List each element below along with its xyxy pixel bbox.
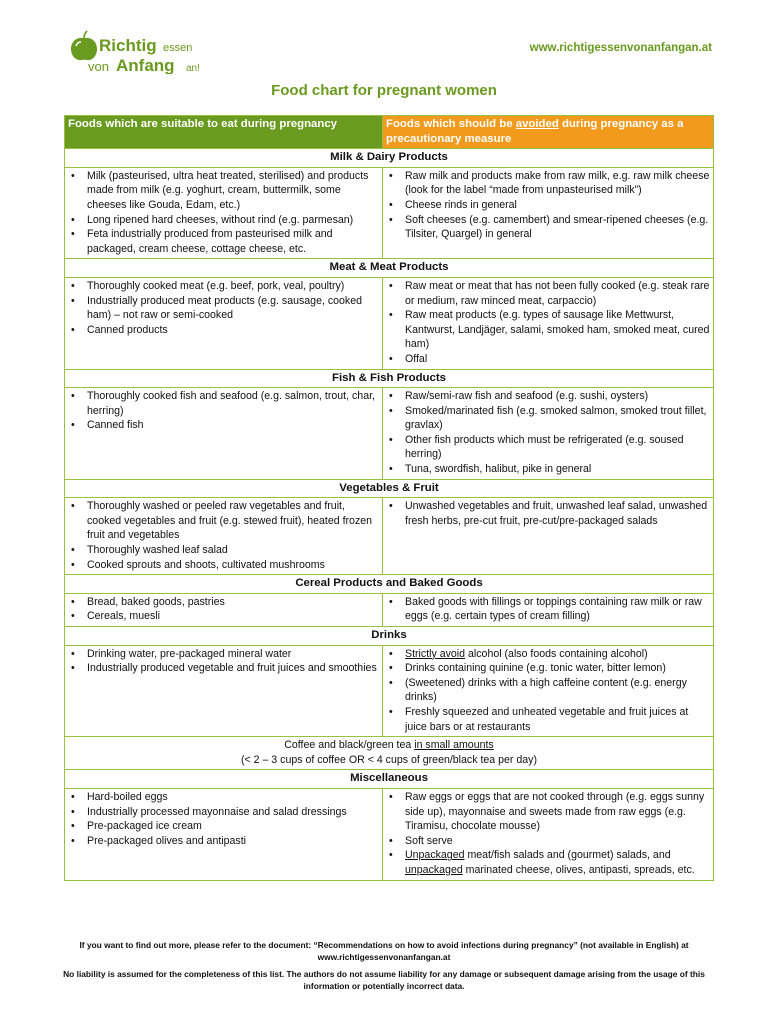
- suitable-cell: [65, 498, 383, 575]
- list-item: • Raw eggs or eggs that are not cooked through (e.g. eggs sunny side up), mayonnaise and sweets made from raw eggs (e.g. Tiramisu, chocolate mousse): [386, 790, 710, 834]
- underlined-text: Strictly avoid: [405, 647, 466, 660]
- section-title-meat: Meat & Meat Products: [65, 259, 714, 278]
- food-chart-table: [64, 115, 714, 881]
- logo-word-1: Richtig: [99, 36, 157, 55]
- list-item-text: marinated cheese, olives, antipasti, spreads, etc.: [462, 863, 695, 876]
- list-item: • Pre-packaged olives and antipasti: [68, 834, 379, 849]
- section-title-milk: Milk & Dairy Products: [65, 149, 714, 168]
- list-item: • Raw meat or meat that has not been fully cooked (e.g. steak rare or medium, raw minced meat, carpaccio): [386, 279, 710, 308]
- list-item: [386, 848, 710, 877]
- suitable-cell: [65, 167, 383, 259]
- logo-word-3: von: [88, 59, 109, 74]
- list-item: • Industrially produced meat products (e.g. sausage, cooked ham) – not raw or semi-cooked: [68, 294, 379, 323]
- logo-word-2: essen: [163, 42, 193, 54]
- avoid-cell: [383, 788, 714, 880]
- suitable-cell: [65, 593, 383, 626]
- avoid-cell: [383, 277, 714, 369]
- section-title-drinks: Drinks: [65, 627, 714, 646]
- section-title-cereal: Cereal Products and Baked Goods: [65, 575, 714, 594]
- underlined-text: unpackaged: [405, 863, 463, 876]
- section-row-vegetables: [65, 498, 714, 575]
- list-item: • Thoroughly cooked fish and seafood (e.g. salmon, trout, char, herring): [68, 389, 379, 418]
- header-avoid-underlined: avoided: [515, 118, 559, 130]
- list-item: • Tuna, swordfish, halibut, pike in general: [386, 462, 710, 477]
- header-row: [65, 116, 714, 149]
- list-item: • Canned products: [68, 323, 379, 338]
- avoid-cell: [383, 388, 714, 480]
- list-item: • Thoroughly washed leaf salad: [68, 543, 379, 558]
- list-item: • Canned fish: [68, 418, 379, 433]
- section-row-meat: [65, 277, 714, 369]
- list-item: • Cereals, muesli: [68, 609, 379, 624]
- list-item: • Milk (pasteurised, ultra heat treated, sterilised) and products made from milk (e.g. yoghurt, cream, buttermilk, some cheeses like Gouda, Edam, etc.): [68, 169, 379, 213]
- list-item: • Feta industrially produced from pasteurised milk and packaged, cream cheese, cottage cheese, etc.: [68, 227, 379, 256]
- footer-reference: If you want to find out more, please refer to the document: “Recommendations on how to avoid infections during pregnancy” (not available in English) at www.richtigessenvonanfangan.at: [79, 940, 689, 962]
- list-item-text: meat/fish salads and (gourmet) salads, and: [464, 849, 671, 862]
- suitable-cell: [65, 388, 383, 480]
- header-avoid-text: Foods which should be: [386, 118, 516, 130]
- apple-icon: [71, 31, 97, 60]
- list-item: • Offal: [386, 352, 710, 367]
- footer-disclaimer: No liability is assumed for the completeness of this list. The authors do not assume liability for any damage or subsequent damage arising from the usage of this information or potentially incorrect data.: [63, 969, 705, 991]
- coffee-note: [65, 737, 714, 770]
- section-title-fish: Fish & Fish Products: [65, 369, 714, 388]
- page-title: Food chart for pregnant women: [271, 82, 497, 99]
- coffee-note-limit: (< 2 – 3 cups of coffee OR < 4 cups of green/black tea per day): [240, 753, 537, 766]
- logo-word-5: an!: [186, 63, 200, 74]
- list-item: • Long ripened hard cheeses, without rind (e.g. parmesan): [68, 213, 379, 228]
- coffee-note-row: [65, 737, 714, 770]
- suitable-cell: [65, 645, 383, 737]
- list-item: • Thoroughly washed or peeled raw vegetables and fruit, cooked vegetables and fruit (e.g. stewed fruit), heated frozen fruit and vegetables: [68, 499, 379, 543]
- avoid-cell: [383, 498, 714, 575]
- list-item: • (Sweetened) drinks with a high caffeine content (e.g. energy drinks): [386, 676, 710, 705]
- coffee-note-underlined: in small amounts: [414, 739, 494, 752]
- list-item: • Soft serve: [386, 834, 710, 849]
- list-item: • Cooked sprouts and shoots, cultivated mushrooms: [68, 558, 379, 573]
- list-item: • Industrially produced vegetable and fruit juices and smoothies: [68, 661, 379, 676]
- suitable-cell: [65, 788, 383, 880]
- list-item: • Bread, baked goods, pastries: [68, 595, 379, 610]
- list-item: • Smoked/marinated fish (e.g. smoked salmon, smoked trout fillet, gravlax): [386, 404, 710, 433]
- header-avoid: [383, 116, 714, 149]
- logo: [70, 30, 250, 74]
- section-title-misc: Miscellaneous: [65, 770, 714, 789]
- list-item: • Raw milk and products make from raw milk, e.g. raw milk cheese (look for the label “made from unpasteurised milk”): [386, 169, 710, 198]
- coffee-note-text: Coffee and black/green tea: [284, 739, 415, 752]
- list-item: • Drinks containing quinine (e.g. tonic water, bitter lemon): [386, 661, 710, 676]
- list-item: • Raw meat products (e.g. types of sausage like Mettwurst, Kantwurst, Landjäger, salami, smoked ham, smoked meat, cured ham): [386, 308, 710, 352]
- list-item: • Unwashed vegetables and fruit, unwashed leaf salad, unwashed fresh herbs, pre-cut fruit, pre-cut/pre-packaged salads: [386, 499, 710, 528]
- list-item: • Pre-packaged ice cream: [68, 819, 379, 834]
- list-item: • Cheese rinds in general: [386, 198, 710, 213]
- underlined-text: Unpackaged: [405, 849, 465, 862]
- section-row-misc: [65, 788, 714, 880]
- site-url[interactable]: www.richtigessenvonanfangan.at: [529, 42, 712, 54]
- section-row-drinks: [65, 645, 714, 737]
- list-item: • Industrially processed mayonnaise and salad dressings: [68, 805, 379, 820]
- list-item-text: alcohol (also foods containing alcohol): [465, 647, 648, 660]
- list-item: • Other fish products which must be refrigerated (e.g. soused herring): [386, 433, 710, 462]
- list-item: • Freshly squeezed and unheated vegetable and fruit juices at juice bars or at restaurants: [386, 705, 710, 734]
- list-item: [386, 647, 710, 662]
- list-item: • Hard-boiled eggs: [68, 790, 379, 805]
- list-item: • Raw/semi-raw fish and seafood (e.g. sushi, oysters): [386, 389, 710, 404]
- logo-word-4: Anfang: [116, 56, 175, 74]
- section-title-vegetables: Vegetables & Fruit: [65, 479, 714, 498]
- section-row-milk: [65, 167, 714, 259]
- list-item: • Soft cheeses (e.g. camembert) and smear-ripened cheeses (e.g. Tilsiter, Quargel) in general: [386, 213, 710, 242]
- header-avoid-text-2: during pregnancy as a precautionary measure: [386, 118, 684, 145]
- avoid-cell: [383, 167, 714, 259]
- section-row-cereal: [65, 593, 714, 626]
- list-item: • Baked goods with fillings or toppings containing raw milk or raw eggs (e.g. certain types of cream filling): [386, 595, 710, 624]
- header-suitable: Foods which are suitable to eat during pregnancy: [65, 116, 383, 149]
- avoid-cell: [383, 593, 714, 626]
- list-item: • Thoroughly cooked meat (e.g. beef, pork, veal, poultry): [68, 279, 379, 294]
- suitable-cell: [65, 277, 383, 369]
- avoid-cell: [383, 645, 714, 737]
- list-item: • Drinking water, pre-packaged mineral water: [68, 647, 379, 662]
- section-row-fish: [65, 388, 714, 480]
